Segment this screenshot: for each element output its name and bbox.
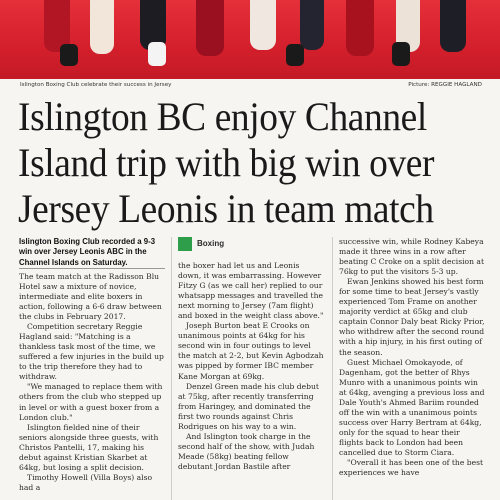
paragraph: The team match at the Radisson Blu Hotel saw a mixture of novice, intermediate and elite boxers in action, following a 6-6 draw between the clubs in February 2017. <box>19 271 162 322</box>
paragraph: Islington fielded nine of their seniors alongside three guests, with Christos Pantelli, 17, making his debut against Kristian Skarbet at 64kg, but losing a split decision. <box>19 422 159 472</box>
paragraph: "We managed to replace them with others from the club who stepped up in level or with a guest boxer from a London club." <box>19 382 163 422</box>
column-1-body <box>19 268 165 493</box>
paragraph: Guest Michael Omokayode, of Dagenham, got the better of Rhys Munro with a unanimous points win at 64kg, avenging a previous loss and Dale Youth's Ahmed Bariim rounded off the win with a unanimous points success over Harry Bertram at 64kg, only for the squad to hear their flights back to London had been cancelled due to Storm Ciara. <box>339 357 485 457</box>
photo-caption: Islington Boxing Club celebrate their success in Jersey <box>20 82 172 88</box>
team-photo <box>0 0 500 79</box>
column-divider <box>332 237 333 500</box>
paragraph: And Islington took charge in the second half of the show, with Judah Meade (58kg) beating fellow debutant Jordan Bastile after <box>178 431 315 471</box>
section-label: Boxing <box>197 238 225 248</box>
paragraph: Timothy Howell (Villa Boys) also had a <box>19 472 153 492</box>
paragraph: Joseph Burton beat E Crooks on unanimous points at 64kg for his second win in four outings to level the match at 2-2, but Kevin Agbodzah was pipped by former IBC member Kane Morgan at 69kg. <box>178 321 324 381</box>
paragraph: successive win, while Rodney Kabeya made it three wins in a row after beating C Croke on a split decision at 76kg to put the visitors 5-3 up. <box>339 237 484 277</box>
headline: Islington BC enjoy Channel Island trip with big win over Jersey Leonis in team match <box>18 94 435 231</box>
article-column-3 <box>339 237 485 478</box>
section-tag <box>178 237 324 251</box>
paragraph: Competition secretary Reggie Hagland said: "Matching is a thankless task most of the time, we suffered a few injuries in the build up to the trip therefore they had to withdraw. <box>19 322 164 382</box>
column-divider <box>171 237 172 500</box>
paragraph: "Overall it has been one of the best experiences we have <box>339 458 484 478</box>
article-column-2 <box>178 237 324 472</box>
article-column-1 <box>19 237 165 493</box>
standfirst: Islington Boxing Club recorded a 9-3 win over Jersey Leonis ABC in the Channel Islands on Saturday. <box>19 237 156 267</box>
photo-credit: Picture: REGGIE HAGLAND <box>408 82 482 88</box>
photo-caption-row <box>20 82 482 92</box>
paragraph: Ewan Jenkins showed his best form for some time to beat Jersey's vastly experienced Tom Frame on another majority verdict at 65kg and club captain Connor Daly beat Ricky Prior, who withdrew after the second round with a hip injury, in his first outing of the season. <box>339 277 485 357</box>
paragraph: the boxer had let us and Leonis down, it was embarrassing. However Fitzy G (as we call her) replied to our whatsapp messages and travelled the next morning to Jersey (7am flight) and boxed in the weight class above." <box>178 261 324 321</box>
paragraph: Denzel Green made his club debut at 75kg, after recently transferring from Haringey, and dominated the first two rounds against Chris Rodrigues on his way to a win. <box>178 381 319 431</box>
section-square-icon <box>178 237 192 251</box>
